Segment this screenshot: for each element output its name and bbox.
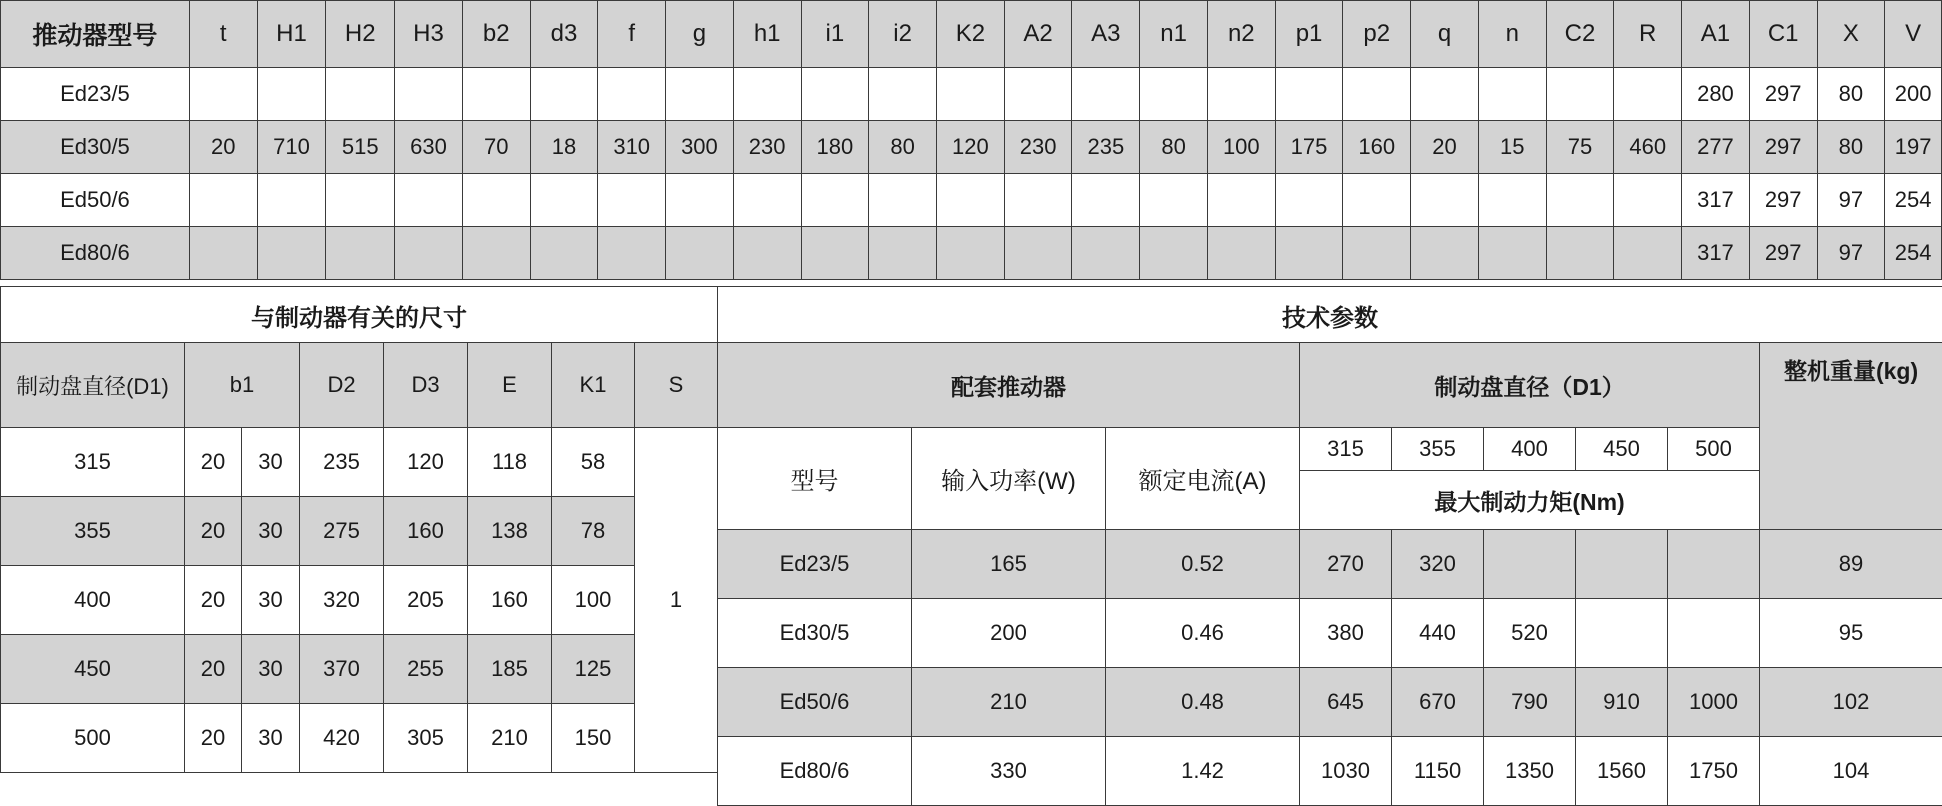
d3-cell: 205 — [384, 566, 468, 635]
torque-cell: 380 — [1300, 599, 1392, 668]
x-cell: 80 — [1817, 68, 1885, 121]
disc-size-cell: 400 — [1484, 428, 1576, 471]
d2-cell: 275 — [300, 497, 384, 566]
disc-group-header: 制动盘直径（D1） — [1300, 343, 1760, 428]
current-cell: 0.52 — [1106, 530, 1300, 599]
s-header: S — [635, 343, 718, 428]
top-row-ed50 — [1, 174, 1942, 227]
top-row-ed30 — [1, 121, 1942, 174]
weight-cell: 89 — [1760, 530, 1942, 599]
model-cell: Ed30/5 — [718, 599, 912, 668]
c1-cell: 297 — [1749, 227, 1817, 280]
current-cell: 0.48 — [1106, 668, 1300, 737]
col-header: p1 — [1275, 1, 1343, 68]
model-label-header: 推动器型号 — [1, 1, 190, 68]
col-header: n — [1478, 1, 1546, 68]
k1-cell: 150 — [552, 704, 635, 773]
torque-cell: 1350 — [1484, 737, 1576, 806]
tech-params-title: 技术参数 — [718, 287, 1942, 344]
brake-dimension-table — [0, 342, 718, 773]
power-col-header: 输入功率(W) — [912, 428, 1106, 530]
torque-cell — [1576, 599, 1668, 668]
common-value: 20 — [1411, 121, 1479, 174]
a1-cell: 277 — [1682, 121, 1750, 174]
power-cell: 210 — [912, 668, 1106, 737]
d3-cell: 160 — [384, 497, 468, 566]
k1-cell: 100 — [552, 566, 635, 635]
model-cell: Ed50/6 — [718, 668, 912, 737]
torque-cell: 790 — [1484, 668, 1576, 737]
col-header: i2 — [869, 1, 937, 68]
a1-cell: 317 — [1682, 227, 1750, 280]
common-value: 20 — [189, 121, 257, 174]
torque-cell — [1576, 530, 1668, 599]
d2-cell: 420 — [300, 704, 384, 773]
d3-header: D3 — [384, 343, 468, 428]
tech-row-ed30 — [718, 599, 1942, 668]
col-header: g — [666, 1, 734, 68]
torque-cell: 1150 — [1392, 737, 1484, 806]
d3-cell: 305 — [384, 704, 468, 773]
disc-diameter-header: 制动盘直径(D1) — [1, 343, 185, 428]
d2-header: D2 — [300, 343, 384, 428]
common-value: 230 — [1004, 121, 1072, 174]
weight-cell: 102 — [1760, 668, 1942, 737]
c1-cell: 297 — [1749, 121, 1817, 174]
a1-cell: 317 — [1682, 174, 1750, 227]
brake-header-row — [1, 343, 718, 428]
current-col-header: 额定电流(A) — [1106, 428, 1300, 530]
tech-row-ed23 — [718, 530, 1942, 599]
d2-cell: 370 — [300, 635, 384, 704]
e-cell: 138 — [468, 497, 552, 566]
torque-cell: 1000 — [1668, 668, 1760, 737]
brake-row-450 — [1, 635, 718, 704]
torque-cell — [1668, 599, 1760, 668]
common-value: 70 — [462, 121, 530, 174]
brake-dims-title: 与制动器有关的尺寸 — [1, 287, 718, 344]
common-value: 100 — [1207, 121, 1275, 174]
section-title-row — [0, 286, 1942, 344]
common-value: 230 — [733, 121, 801, 174]
pusher-dimension-table — [0, 0, 1942, 280]
model-cell: Ed23/5 — [718, 530, 912, 599]
disc-size-row — [718, 428, 1942, 471]
common-value: 180 — [801, 121, 869, 174]
col-header: h1 — [733, 1, 801, 68]
b1-b-cell: 30 — [242, 428, 300, 497]
disc-diameter-cell: 450 — [1, 635, 185, 704]
top-row-ed23 — [1, 68, 1942, 121]
current-cell: 0.46 — [1106, 599, 1300, 668]
b1-b-cell: 30 — [242, 704, 300, 773]
b1-a-cell: 20 — [185, 428, 242, 497]
common-value: 80 — [869, 121, 937, 174]
torque-cell — [1668, 530, 1760, 599]
tech-row-ed80 — [718, 737, 1942, 806]
brake-row-400 — [1, 566, 718, 635]
b1-b-cell: 30 — [242, 566, 300, 635]
torque-cell: 1750 — [1668, 737, 1760, 806]
disc-diameter-cell: 315 — [1, 428, 185, 497]
tech-row-ed50 — [718, 668, 1942, 737]
s-value-cell: 1 — [635, 428, 718, 773]
e-cell: 160 — [468, 566, 552, 635]
common-value: 160 — [1343, 121, 1411, 174]
disc-diameter-cell: 355 — [1, 497, 185, 566]
b1-b-cell: 30 — [242, 497, 300, 566]
col-header: b2 — [462, 1, 530, 68]
common-value: 120 — [937, 121, 1005, 174]
common-value: 630 — [395, 121, 463, 174]
torque-cell: 910 — [1576, 668, 1668, 737]
model-cell: Ed30/5 — [1, 121, 190, 174]
e-cell: 185 — [468, 635, 552, 704]
d2-cell: 320 — [300, 566, 384, 635]
c1-cell: 297 — [1749, 174, 1817, 227]
v-cell: 254 — [1885, 227, 1942, 280]
col-header: q — [1411, 1, 1479, 68]
torque-cell: 645 — [1300, 668, 1392, 737]
common-value: 15 — [1478, 121, 1546, 174]
model-cell: Ed80/6 — [718, 737, 912, 806]
weight-header: 整机重量(kg) — [1760, 343, 1942, 530]
b1-b-cell: 30 — [242, 635, 300, 704]
c1-cell: 297 — [1749, 68, 1817, 121]
torque-cell: 670 — [1392, 668, 1484, 737]
torque-cell: 1560 — [1576, 737, 1668, 806]
disc-size-cell: 500 — [1668, 428, 1760, 471]
torque-cell — [1484, 530, 1576, 599]
d2-cell: 235 — [300, 428, 384, 497]
common-value: 18 — [530, 121, 598, 174]
top-row-ed80 — [1, 227, 1942, 280]
common-value: 515 — [326, 121, 395, 174]
col-header: H2 — [326, 1, 395, 68]
col-header: C2 — [1546, 1, 1614, 68]
brake-row-315 — [1, 428, 718, 497]
x-cell: 97 — [1817, 227, 1885, 280]
top-header-row — [1, 1, 1942, 68]
x-cell: 97 — [1817, 174, 1885, 227]
brake-row-355 — [1, 497, 718, 566]
current-cell: 1.42 — [1106, 737, 1300, 806]
col-header: K2 — [937, 1, 1005, 68]
b1-header: b1 — [185, 343, 300, 428]
v-cell: 200 — [1885, 68, 1942, 121]
torque-cell: 270 — [1300, 530, 1392, 599]
torque-label: 最大制动力矩(Nm) — [1300, 471, 1760, 530]
model-cell: Ed80/6 — [1, 227, 190, 280]
torque-cell: 320 — [1392, 530, 1484, 599]
col-header: A3 — [1072, 1, 1140, 68]
brake-row-500 — [1, 704, 718, 773]
col-header: n2 — [1207, 1, 1275, 68]
torque-cell: 1030 — [1300, 737, 1392, 806]
tech-params-table — [717, 342, 1942, 806]
disc-size-cell: 450 — [1576, 428, 1668, 471]
common-value: 175 — [1275, 121, 1343, 174]
d3-cell: 120 — [384, 428, 468, 497]
col-header: A2 — [1004, 1, 1072, 68]
b1-a-cell: 20 — [185, 497, 242, 566]
weight-cell: 95 — [1760, 599, 1942, 668]
common-value: 235 — [1072, 121, 1140, 174]
col-header: C1 — [1749, 1, 1817, 68]
col-header: A1 — [1682, 1, 1750, 68]
disc-diameter-cell: 500 — [1, 704, 185, 773]
k1-cell: 78 — [552, 497, 635, 566]
col-header: i1 — [801, 1, 869, 68]
col-header: H1 — [257, 1, 326, 68]
d3-cell: 255 — [384, 635, 468, 704]
e-header: E — [468, 343, 552, 428]
k1-header: K1 — [552, 343, 635, 428]
col-header: f — [598, 1, 666, 68]
col-header: n1 — [1140, 1, 1208, 68]
col-header: X — [1817, 1, 1885, 68]
k1-cell: 58 — [552, 428, 635, 497]
disc-size-cell: 355 — [1392, 428, 1484, 471]
model-col-header: 型号 — [718, 428, 912, 530]
common-value: 300 — [666, 121, 734, 174]
col-header: V — [1885, 1, 1942, 68]
v-cell: 254 — [1885, 174, 1942, 227]
tech-group-header-row — [718, 343, 1942, 428]
power-cell: 200 — [912, 599, 1106, 668]
col-header: d3 — [530, 1, 598, 68]
e-cell: 210 — [468, 704, 552, 773]
disc-size-cell: 315 — [1300, 428, 1392, 471]
common-value: 80 — [1140, 121, 1208, 174]
e-cell: 118 — [468, 428, 552, 497]
x-cell: 80 — [1817, 121, 1885, 174]
power-cell: 165 — [912, 530, 1106, 599]
col-header: p2 — [1343, 1, 1411, 68]
common-value: 75 — [1546, 121, 1614, 174]
common-value: 710 — [257, 121, 326, 174]
b1-a-cell: 20 — [185, 566, 242, 635]
common-value: 460 — [1614, 121, 1682, 174]
k1-cell: 125 — [552, 635, 635, 704]
common-value: 310 — [598, 121, 666, 174]
col-header: R — [1614, 1, 1682, 68]
pusher-group-header: 配套推动器 — [718, 343, 1300, 428]
torque-cell: 520 — [1484, 599, 1576, 668]
model-cell: Ed50/6 — [1, 174, 190, 227]
disc-diameter-cell: 400 — [1, 566, 185, 635]
b1-a-cell: 20 — [185, 635, 242, 704]
col-header: H3 — [395, 1, 463, 68]
power-cell: 330 — [912, 737, 1106, 806]
a1-cell: 280 — [1682, 68, 1750, 121]
weight-cell: 104 — [1760, 737, 1942, 806]
b1-a-cell: 20 — [185, 704, 242, 773]
torque-cell: 440 — [1392, 599, 1484, 668]
model-cell: Ed23/5 — [1, 68, 190, 121]
col-header: t — [189, 1, 257, 68]
v-cell: 197 — [1885, 121, 1942, 174]
